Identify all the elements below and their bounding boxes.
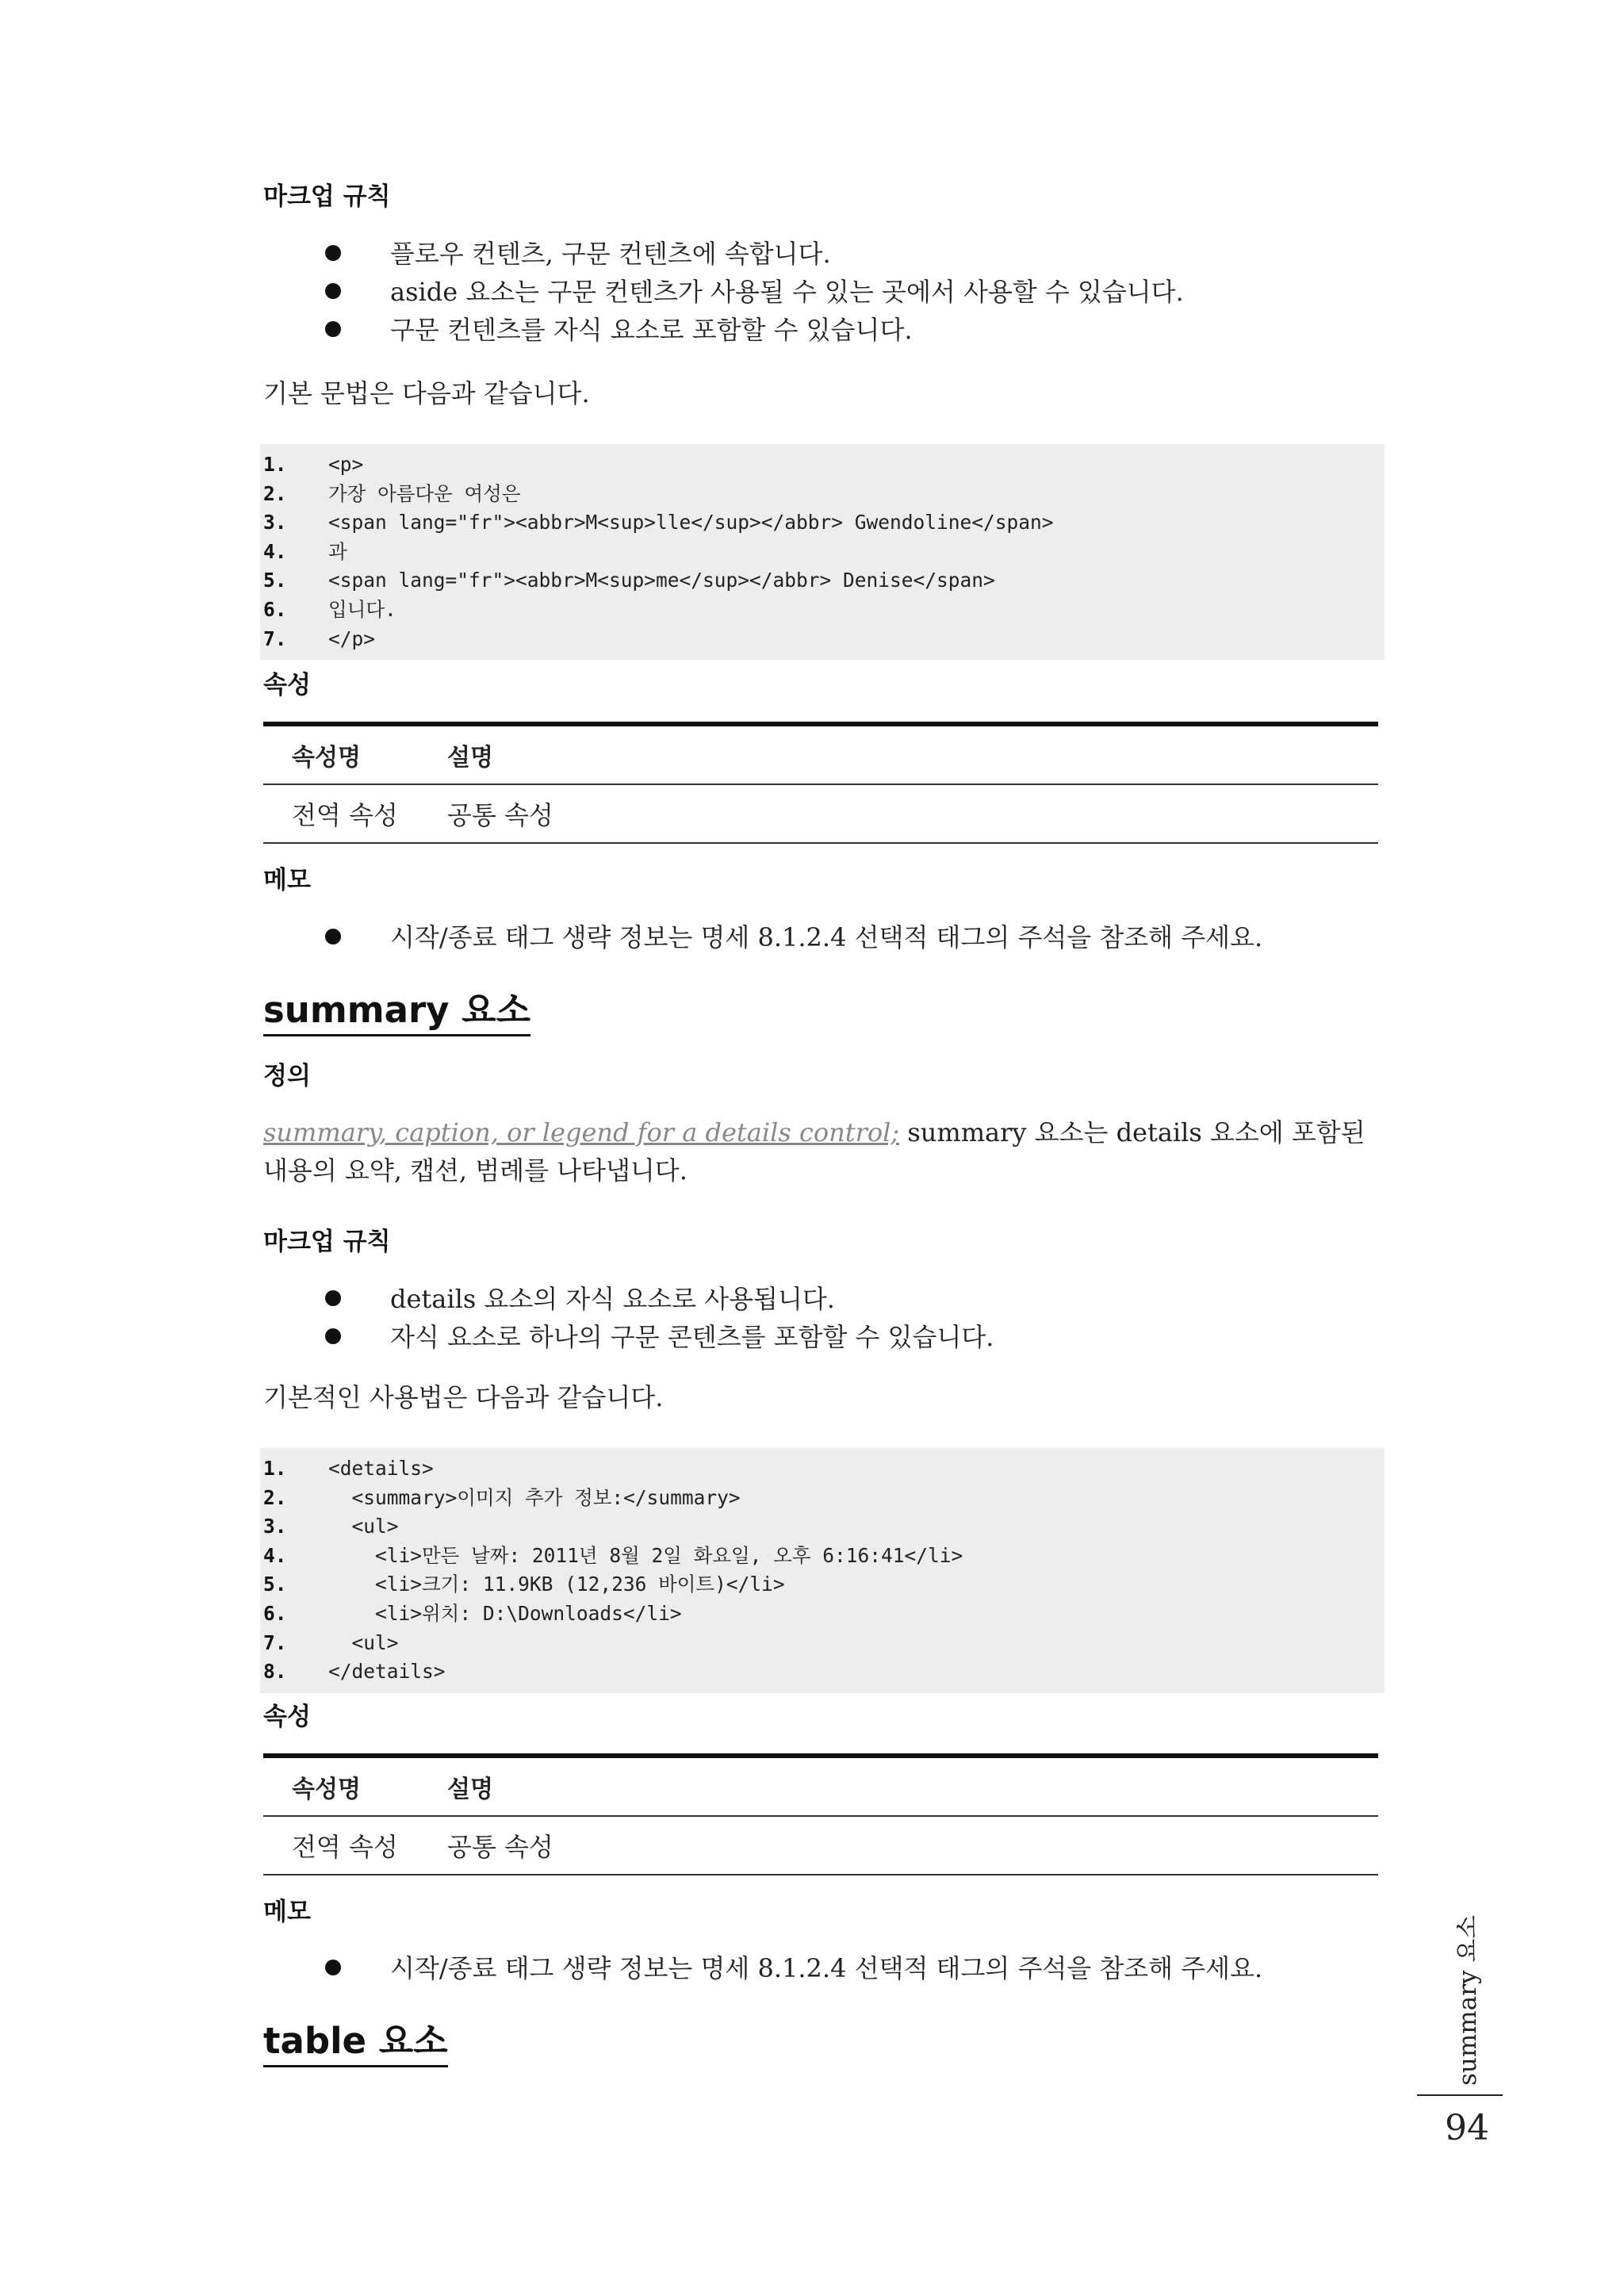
code-line: 6. 입니다.: [263, 597, 396, 621]
code-line: 5. <li>크기: 11.9KB (12,236 바이트)</li>: [263, 1573, 785, 1596]
code-line: 5. <span lang="fr"><abbr>M<sup>me</sup></abbr> Denise</span>: [263, 569, 995, 592]
list-item: details 요소의 자식 요소로 사용됩니다.: [325, 1280, 994, 1318]
table-header-row: 속성명 설명: [263, 724, 1378, 784]
code-line: 3. <span lang="fr"><abbr>M<sup>lle</sup></abbr> Gwendoline</span>: [263, 511, 1054, 534]
aside-markup-rules: [325, 235, 1184, 349]
summary-memo-list: [325, 1949, 1262, 1987]
summary-def-heading: 정의: [263, 1062, 311, 1090]
bullet-dot: [325, 1290, 341, 1306]
aside-intro: 기본 문법은 다음과 같습니다.: [263, 378, 590, 408]
list-item: 플로우 컨텐츠, 구문 컨텐츠에 속합니다.: [325, 235, 1184, 273]
table-header-row: 속성명 설명: [263, 1756, 1378, 1816]
code-line: 8. </details>: [263, 1660, 446, 1684]
list-item: 구문 컨텐츠를 자식 요소로 포함할 수 있습니다.: [325, 311, 1184, 349]
code-line: 7. <ul>: [263, 1630, 399, 1654]
aside-attr-table: [263, 722, 1378, 844]
bullet-dot: [325, 1960, 341, 1975]
aside-attr-heading: 속성: [263, 671, 311, 699]
code-line: 2. 가장 아름다운 여성은: [263, 481, 521, 505]
code-line: 7. </p>: [263, 626, 376, 650]
spec-link[interactable]: summary, caption, or legend for a details control;: [263, 1117, 900, 1148]
page-number: 94: [1445, 2108, 1489, 2148]
side-tab-rule: [1417, 2094, 1503, 2096]
bullet-dot: [325, 929, 341, 944]
summary-attr-table: [263, 1753, 1378, 1875]
summary-definition: summary, caption, or legend for a details control; summary 요소는 details 요소에 포함된 내용의 요약, 캡션, 범례를 나타냅니다.: [263, 1117, 1365, 1186]
summary-attr-heading: 속성: [263, 1703, 311, 1731]
list-item: 자식 요소로 하나의 구문 콘텐츠를 포함할 수 있습니다.: [325, 1318, 994, 1356]
bullet-dot: [325, 245, 341, 261]
aside-markup-heading: 마크업 규칙: [263, 182, 391, 211]
summary-section-title: summary 요소: [263, 988, 530, 1036]
bullet-dot: [325, 1328, 341, 1344]
summary-intro: 기본적인 사용법은 다음과 같습니다.: [263, 1382, 664, 1412]
aside-code-block: [260, 444, 1385, 660]
list-item: aside 요소는 구문 컨텐츠가 사용될 수 있는 곳에서 사용할 수 있습니다.: [325, 273, 1184, 311]
aside-memo-heading: 메모: [263, 866, 311, 895]
summary-markup-heading: 마크업 규칙: [263, 1228, 391, 1256]
code-line: 4. 과: [263, 539, 347, 563]
code-line: 2. <summary>이미지 추가 정보:</summary>: [263, 1485, 741, 1509]
summary-markup-rules: [325, 1280, 994, 1356]
side-tab: summary 요소: [1454, 1914, 1482, 2086]
bullet-dot: [325, 321, 341, 337]
table-section-title: table 요소: [263, 2019, 448, 2067]
aside-memo-list: [325, 918, 1262, 956]
summary-memo-heading: 메모: [263, 1898, 311, 1926]
list-item: 시작/종료 태그 생략 정보는 명세 8.1.2.4 선택적 태그의 주석을 참조해 주세요.: [325, 1949, 1262, 1987]
code-line: 6. <li>위치: D:\Downloads</li>: [263, 1601, 682, 1625]
table-row: 전역 속성 공통 속성: [263, 1816, 1378, 1875]
summary-code-block: [260, 1448, 1385, 1693]
list-item: 시작/종료 태그 생략 정보는 명세 8.1.2.4 선택적 태그의 주석을 참조해 주세요.: [325, 918, 1262, 956]
bullet-dot: [325, 283, 341, 299]
code-line: 3. <ul>: [263, 1515, 399, 1538]
table-row: 전역 속성 공통 속성: [263, 784, 1378, 843]
code-line: 4. <li>만든 날짜: 2011년 8월 2일 화요일, 오후 6:16:41</li>: [263, 1543, 963, 1567]
code-line: 1. <details>: [263, 1457, 434, 1480]
code-line: 1. <p>: [263, 453, 364, 476]
